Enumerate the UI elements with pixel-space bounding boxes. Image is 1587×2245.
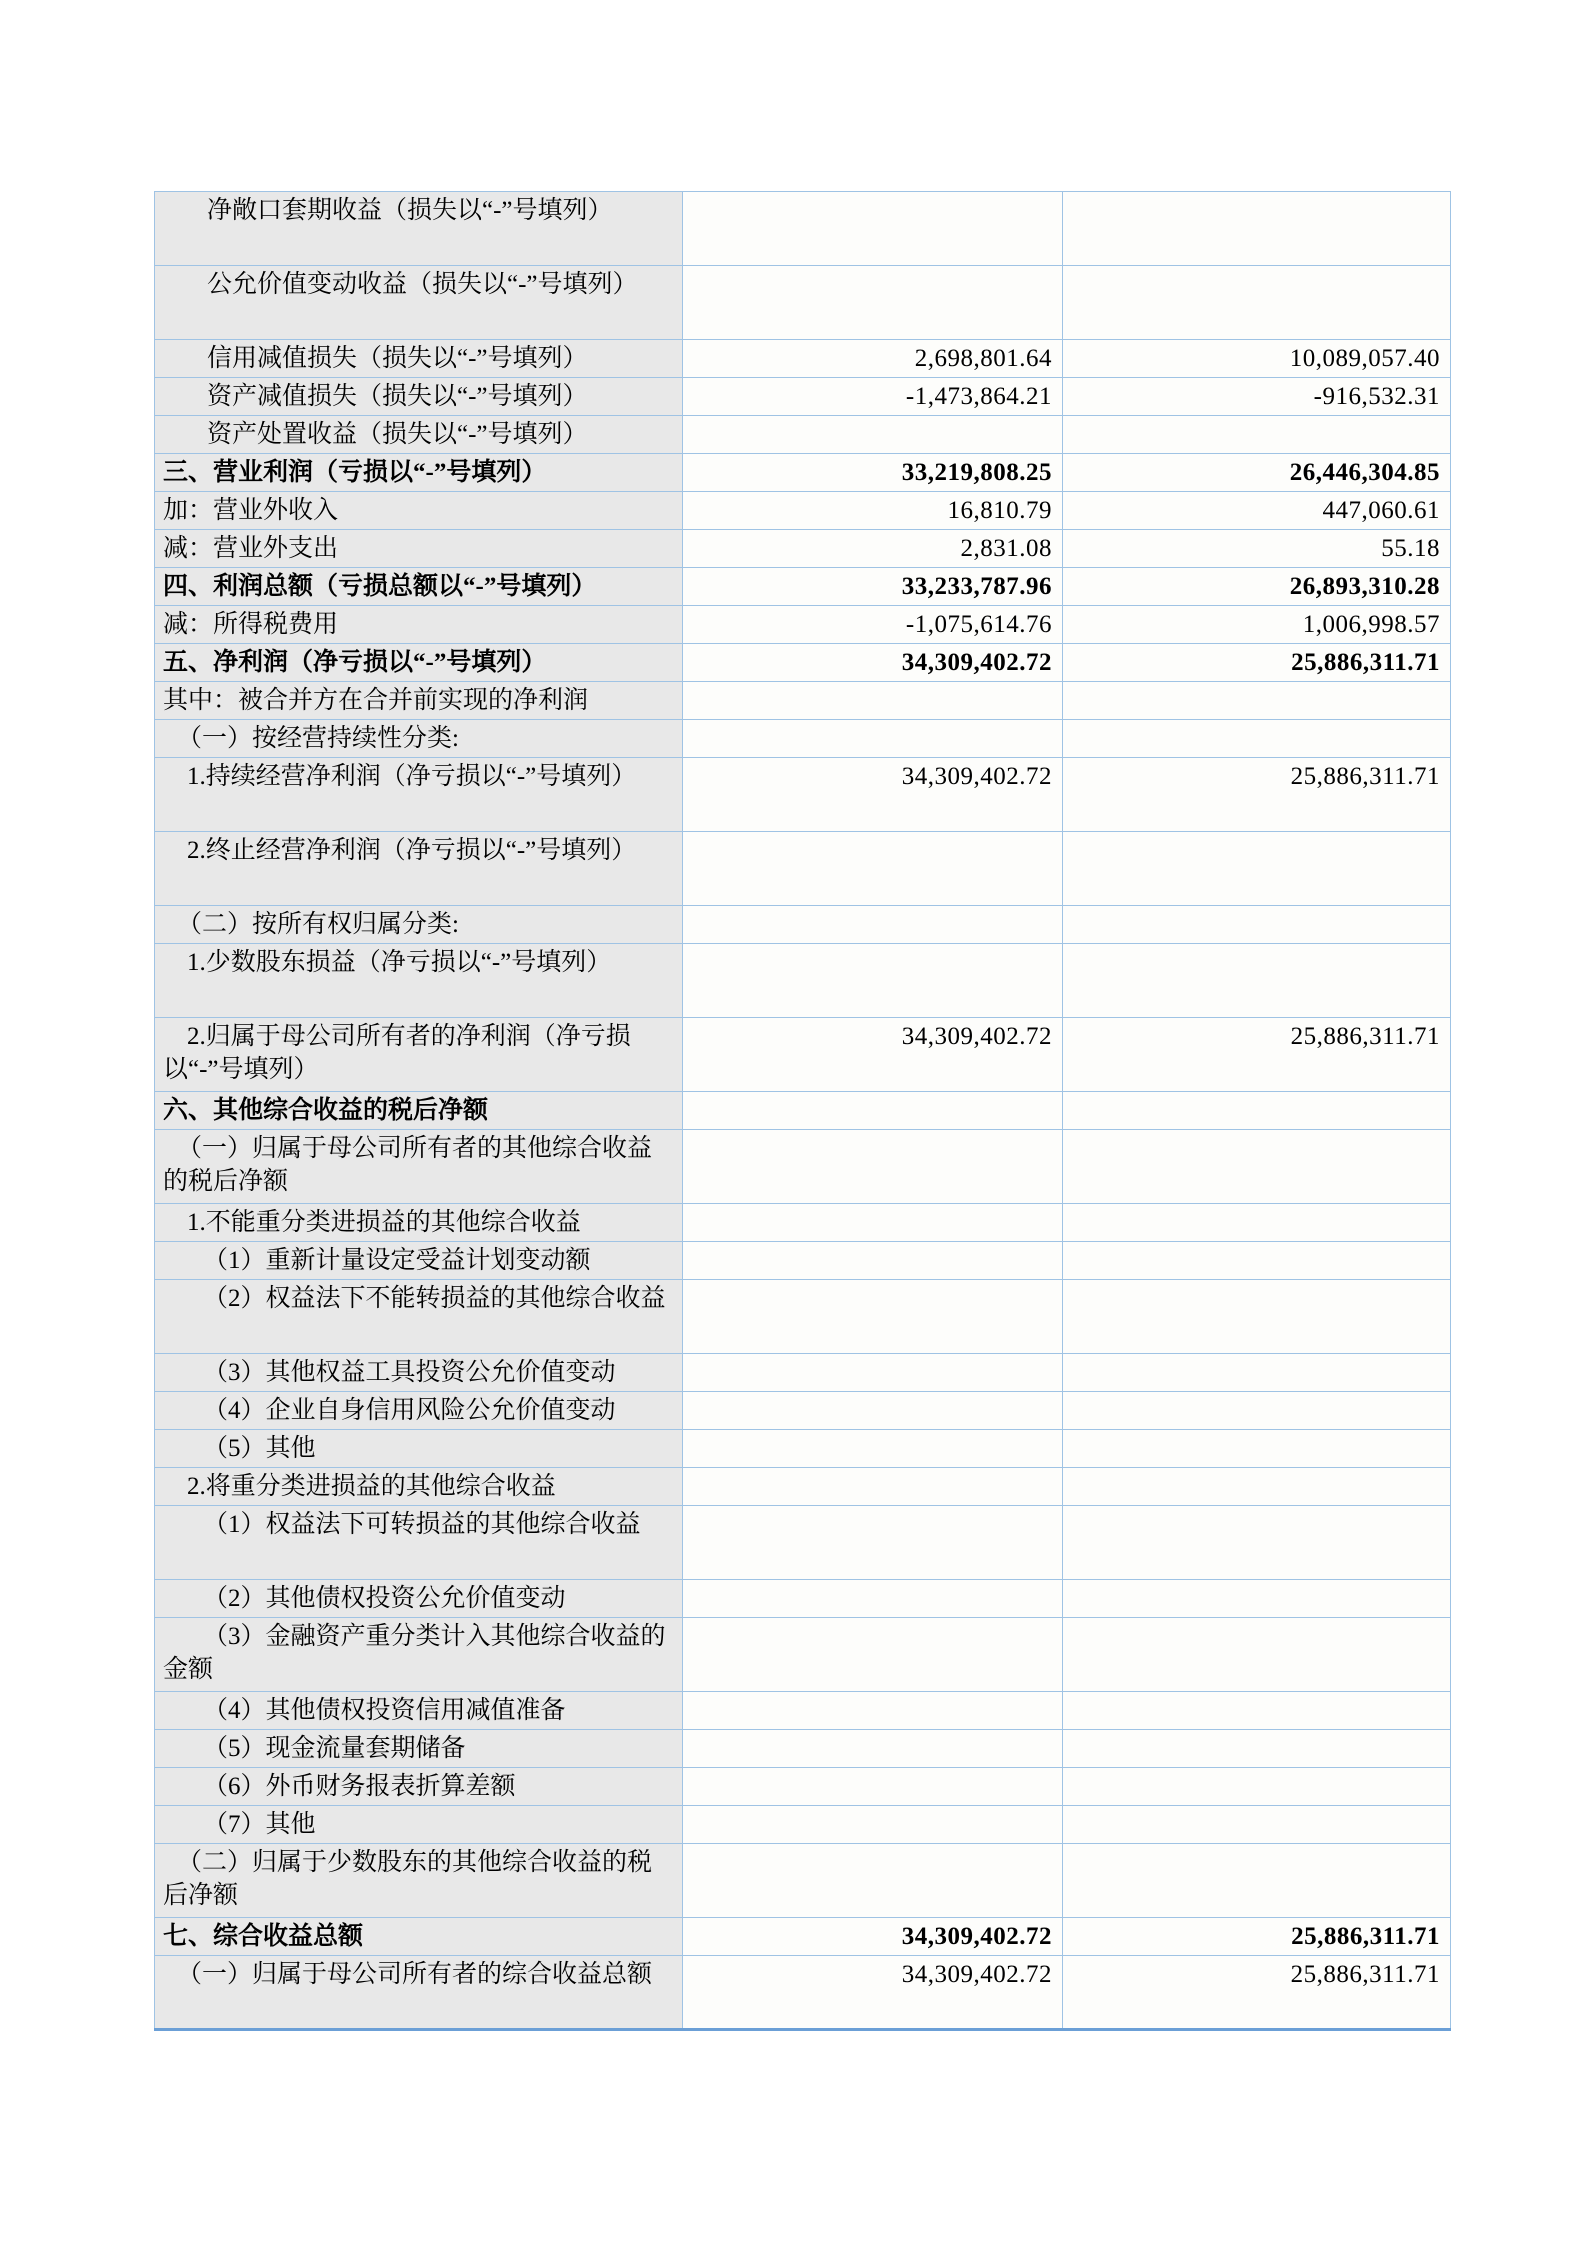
table-row <box>155 644 1451 682</box>
income-statement-table <box>154 191 1451 2031</box>
row-label: （5）现金流量套期储备 <box>155 1730 683 1768</box>
row-label: （7）其他 <box>155 1806 683 1844</box>
value-prior-period: 10,089,057.40 <box>1063 340 1451 378</box>
value-prior-period: 25,886,311.71 <box>1063 1918 1451 1956</box>
value-prior-period <box>1063 1354 1451 1392</box>
table-row <box>155 1506 1451 1580</box>
row-label: （一）归属于母公司所有者的综合收益总额 <box>155 1956 683 2030</box>
row-label: （一）归属于母公司所有者的其他综合收益的税后净额 <box>155 1130 683 1204</box>
table-row <box>155 1580 1451 1618</box>
table-row <box>155 1392 1451 1430</box>
table-row <box>155 378 1451 416</box>
value-prior-period <box>1063 266 1451 340</box>
row-label: 2.归属于母公司所有者的净利润（净亏损以“-”号填列） <box>155 1018 683 1092</box>
table-row <box>155 906 1451 944</box>
value-prior-period <box>1063 1130 1451 1204</box>
row-label: 减：营业外支出 <box>155 530 683 568</box>
value-prior-period <box>1063 1242 1451 1280</box>
value-prior-period <box>1063 1204 1451 1242</box>
table-row <box>155 1204 1451 1242</box>
value-current-period <box>683 1130 1063 1204</box>
row-label: 加：营业外收入 <box>155 492 683 530</box>
value-current-period <box>683 832 1063 906</box>
row-label: （3）其他权益工具投资公允价值变动 <box>155 1354 683 1392</box>
table-row <box>155 340 1451 378</box>
value-current-period <box>683 266 1063 340</box>
value-prior-period <box>1063 682 1451 720</box>
row-label: （5）其他 <box>155 1430 683 1468</box>
row-label: （2）其他债权投资公允价值变动 <box>155 1580 683 1618</box>
value-prior-period <box>1063 1280 1451 1354</box>
value-prior-period: -916,532.31 <box>1063 378 1451 416</box>
value-current-period: 33,219,808.25 <box>683 454 1063 492</box>
table-row <box>155 192 1451 266</box>
value-current-period <box>683 720 1063 758</box>
row-label: （二）按所有权归属分类: <box>155 906 683 944</box>
value-prior-period <box>1063 192 1451 266</box>
value-current-period <box>683 1204 1063 1242</box>
table-row <box>155 1730 1451 1768</box>
value-prior-period <box>1063 1692 1451 1730</box>
table-row <box>155 682 1451 720</box>
value-prior-period <box>1063 1844 1451 1918</box>
table-row <box>155 1018 1451 1092</box>
table-body <box>155 192 1451 2030</box>
value-current-period: 2,831.08 <box>683 530 1063 568</box>
row-label: 1.持续经营净利润（净亏损以“-”号填列） <box>155 758 683 832</box>
table-row <box>155 1468 1451 1506</box>
value-prior-period: 1,006,998.57 <box>1063 606 1451 644</box>
table-row <box>155 606 1451 644</box>
value-prior-period <box>1063 1768 1451 1806</box>
table-row <box>155 758 1451 832</box>
row-label: （3）金融资产重分类计入其他综合收益的金额 <box>155 1618 683 1692</box>
value-current-period: 34,309,402.72 <box>683 1018 1063 1092</box>
value-current-period <box>683 1280 1063 1354</box>
value-prior-period: 25,886,311.71 <box>1063 1956 1451 2030</box>
value-prior-period <box>1063 1430 1451 1468</box>
table-row <box>155 1844 1451 1918</box>
row-label: （1）权益法下可转损益的其他综合收益 <box>155 1506 683 1580</box>
table-row <box>155 1430 1451 1468</box>
table-row <box>155 416 1451 454</box>
table-row <box>155 1918 1451 1956</box>
row-label: 净敞口套期收益（损失以“-”号填列） <box>155 192 683 266</box>
table-row <box>155 1092 1451 1130</box>
value-current-period: -1,473,864.21 <box>683 378 1063 416</box>
value-current-period <box>683 944 1063 1018</box>
table-row <box>155 1768 1451 1806</box>
row-label: （一）按经营持续性分类: <box>155 720 683 758</box>
value-prior-period: 25,886,311.71 <box>1063 1018 1451 1092</box>
row-label: （1）重新计量设定受益计划变动额 <box>155 1242 683 1280</box>
row-label: （6）外币财务报表折算差额 <box>155 1768 683 1806</box>
value-current-period <box>683 1806 1063 1844</box>
table-row <box>155 454 1451 492</box>
value-prior-period: 26,446,304.85 <box>1063 454 1451 492</box>
value-current-period <box>683 1354 1063 1392</box>
value-current-period: 34,309,402.72 <box>683 644 1063 682</box>
row-label: 2.终止经营净利润（净亏损以“-”号填列） <box>155 832 683 906</box>
value-prior-period <box>1063 1392 1451 1430</box>
row-label: 三、营业利润（亏损以“-”号填列） <box>155 454 683 492</box>
table-row <box>155 492 1451 530</box>
row-label: 信用减值损失（损失以“-”号填列） <box>155 340 683 378</box>
value-prior-period: 25,886,311.71 <box>1063 644 1451 682</box>
table-row <box>155 1280 1451 1354</box>
value-current-period <box>683 1468 1063 1506</box>
table-row <box>155 568 1451 606</box>
table-row <box>155 530 1451 568</box>
value-current-period: 34,309,402.72 <box>683 1918 1063 1956</box>
value-current-period: 16,810.79 <box>683 492 1063 530</box>
row-label: 资产处置收益（损失以“-”号填列） <box>155 416 683 454</box>
row-label: 1.不能重分类进损益的其他综合收益 <box>155 1204 683 1242</box>
row-label: （4）其他债权投资信用减值准备 <box>155 1692 683 1730</box>
table-row <box>155 720 1451 758</box>
value-prior-period <box>1063 832 1451 906</box>
value-current-period <box>683 906 1063 944</box>
value-current-period <box>683 1844 1063 1918</box>
row-label: （二）归属于少数股东的其他综合收益的税后净额 <box>155 1844 683 1918</box>
table-row <box>155 944 1451 1018</box>
value-current-period <box>683 1506 1063 1580</box>
table-row <box>155 1130 1451 1204</box>
value-prior-period: 25,886,311.71 <box>1063 758 1451 832</box>
value-current-period: 34,309,402.72 <box>683 1956 1063 2030</box>
value-prior-period <box>1063 1806 1451 1844</box>
value-current-period <box>683 192 1063 266</box>
row-label: 2.将重分类进损益的其他综合收益 <box>155 1468 683 1506</box>
value-current-period <box>683 1692 1063 1730</box>
value-prior-period <box>1063 1506 1451 1580</box>
row-label: （4）企业自身信用风险公允价值变动 <box>155 1392 683 1430</box>
value-prior-period <box>1063 944 1451 1018</box>
value-current-period <box>683 1392 1063 1430</box>
row-label: 公允价值变动收益（损失以“-”号填列） <box>155 266 683 340</box>
table-row <box>155 1692 1451 1730</box>
table-row <box>155 1806 1451 1844</box>
value-prior-period <box>1063 1468 1451 1506</box>
value-current-period <box>683 1730 1063 1768</box>
row-label: 其中：被合并方在合并前实现的净利润 <box>155 682 683 720</box>
value-prior-period: 447,060.61 <box>1063 492 1451 530</box>
row-label: 四、利润总额（亏损总额以“-”号填列） <box>155 568 683 606</box>
value-current-period: 34,309,402.72 <box>683 758 1063 832</box>
value-current-period <box>683 1618 1063 1692</box>
value-current-period <box>683 1430 1063 1468</box>
value-current-period <box>683 682 1063 720</box>
value-current-period <box>683 1768 1063 1806</box>
value-current-period <box>683 1242 1063 1280</box>
value-prior-period <box>1063 720 1451 758</box>
row-label: 减：所得税费用 <box>155 606 683 644</box>
value-current-period: 33,233,787.96 <box>683 568 1063 606</box>
table-row <box>155 1956 1451 2030</box>
row-label: 五、净利润（净亏损以“-”号填列） <box>155 644 683 682</box>
value-prior-period: 55.18 <box>1063 530 1451 568</box>
table-row <box>155 832 1451 906</box>
table-row <box>155 1354 1451 1392</box>
value-current-period <box>683 1580 1063 1618</box>
row-label: 六、其他综合收益的税后净额 <box>155 1092 683 1130</box>
value-prior-period <box>1063 1092 1451 1130</box>
value-prior-period <box>1063 1730 1451 1768</box>
value-prior-period <box>1063 906 1451 944</box>
table-row <box>155 266 1451 340</box>
row-label: 1.少数股东损益（净亏损以“-”号填列） <box>155 944 683 1018</box>
value-current-period <box>683 416 1063 454</box>
value-current-period: 2,698,801.64 <box>683 340 1063 378</box>
value-current-period <box>683 1092 1063 1130</box>
row-label: 七、综合收益总额 <box>155 1918 683 1956</box>
table-row <box>155 1242 1451 1280</box>
value-prior-period <box>1063 1618 1451 1692</box>
value-prior-period: 26,893,310.28 <box>1063 568 1451 606</box>
table-row <box>155 1618 1451 1692</box>
row-label: 资产减值损失（损失以“-”号填列） <box>155 378 683 416</box>
row-label: （2）权益法下不能转损益的其他综合收益 <box>155 1280 683 1354</box>
value-prior-period <box>1063 1580 1451 1618</box>
value-current-period: -1,075,614.76 <box>683 606 1063 644</box>
value-prior-period <box>1063 416 1451 454</box>
